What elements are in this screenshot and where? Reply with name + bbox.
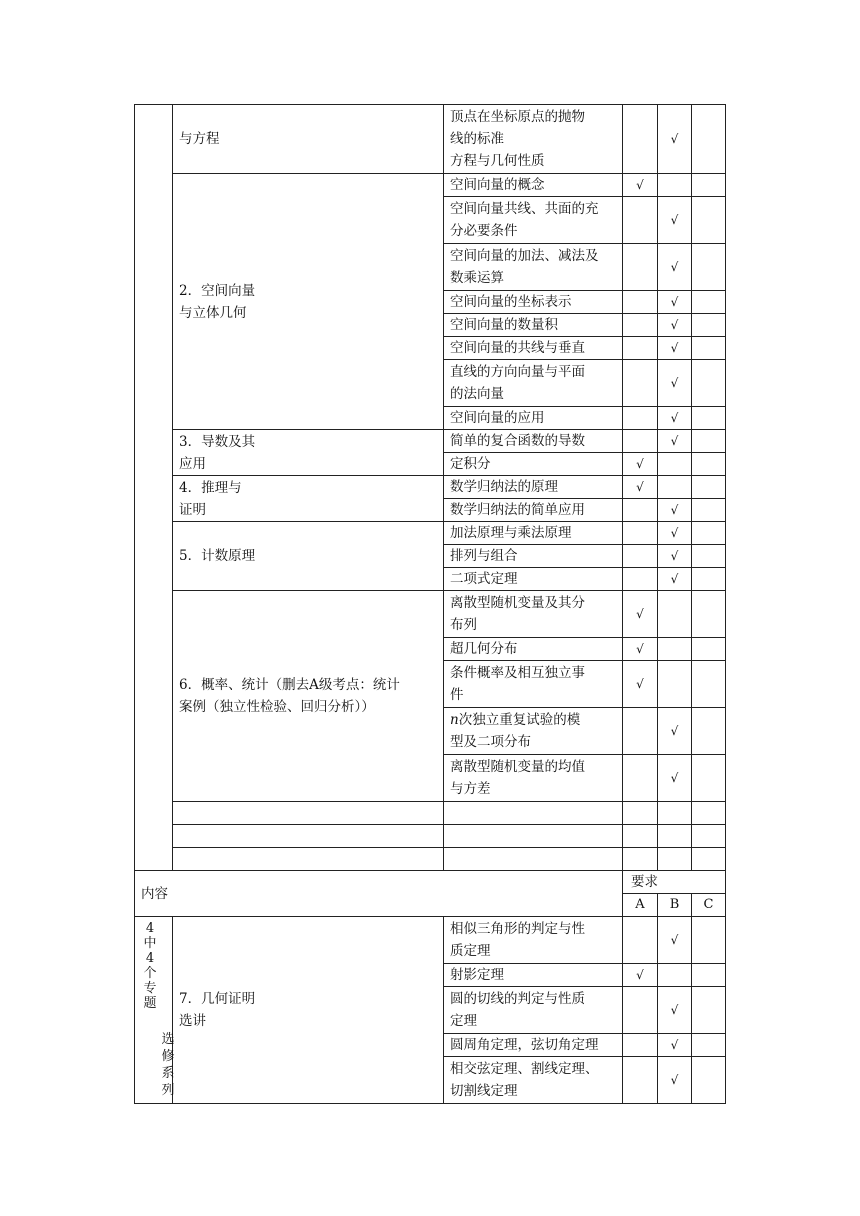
level-b-cell bbox=[658, 174, 692, 197]
level-c-cell bbox=[692, 917, 726, 964]
empty-row bbox=[135, 825, 726, 848]
level-b-cell bbox=[658, 407, 692, 430]
level-c-cell bbox=[692, 1057, 726, 1104]
level-c-cell bbox=[692, 174, 726, 197]
empty-cell bbox=[444, 802, 623, 825]
level-b-cell bbox=[658, 337, 692, 360]
checkmark: √ bbox=[670, 376, 679, 390]
level-a-header: A bbox=[623, 894, 658, 917]
level-a-cell bbox=[623, 430, 658, 453]
level-c-cell bbox=[692, 638, 726, 661]
level-b-cell bbox=[658, 591, 692, 638]
knowledge-point-cell: 离散型随机变量及其分 布列 bbox=[444, 591, 623, 638]
checkmark: √ bbox=[670, 1003, 679, 1017]
checkmark: √ bbox=[670, 318, 679, 332]
level-c-cell bbox=[692, 197, 726, 244]
level-b-cell bbox=[658, 964, 692, 987]
level-c-cell bbox=[692, 105, 726, 174]
knowledge-point-cell: 空间向量共线、共面的充 分必要条件 bbox=[444, 197, 623, 244]
topic-cell: 2．空间向量 与立体几何 bbox=[173, 174, 444, 430]
level-b-cell bbox=[658, 638, 692, 661]
level-a-cell bbox=[623, 197, 658, 244]
content-header: 内容 bbox=[135, 871, 623, 917]
level-c-cell bbox=[692, 430, 726, 453]
level-a-cell bbox=[623, 499, 658, 522]
table-row bbox=[135, 105, 726, 174]
level-c-cell bbox=[692, 244, 726, 291]
empty-cell bbox=[173, 802, 444, 825]
checkmark: √ bbox=[670, 411, 679, 425]
level-a-cell bbox=[623, 174, 658, 197]
level-a-cell bbox=[623, 453, 658, 476]
checkmark: √ bbox=[670, 341, 679, 355]
table-body bbox=[135, 105, 726, 1104]
empty-row bbox=[135, 848, 726, 871]
level-b-cell bbox=[658, 568, 692, 591]
level-a-cell bbox=[623, 917, 658, 964]
empty-cell bbox=[623, 848, 658, 871]
level-c-cell bbox=[692, 708, 726, 755]
checkmark: √ bbox=[670, 549, 679, 563]
empty-cell bbox=[658, 848, 692, 871]
level-c-cell bbox=[692, 337, 726, 360]
topic-cell: 与方程 bbox=[173, 105, 444, 174]
level-c-cell bbox=[692, 407, 726, 430]
level-b-cell bbox=[658, 197, 692, 244]
level-b-cell bbox=[658, 755, 692, 802]
topic-cell: 5．计数原理 bbox=[173, 522, 444, 591]
checkmark: √ bbox=[636, 642, 644, 656]
knowledge-point-cell: 简单的复合函数的导数 bbox=[444, 430, 623, 453]
level-b-cell bbox=[658, 1057, 692, 1104]
level-a-cell bbox=[623, 638, 658, 661]
knowledge-point-cell: 空间向量的加法、减法及 数乘运算 bbox=[444, 244, 623, 291]
knowledge-point-cell: 射影定理 bbox=[444, 964, 623, 987]
knowledge-point-cell: 空间向量的应用 bbox=[444, 407, 623, 430]
level-a-cell bbox=[623, 987, 658, 1034]
level-c-cell bbox=[692, 755, 726, 802]
knowledge-point-cell: 顶点在坐标原点的抛物 线的标准 方程与几何性质 bbox=[444, 105, 623, 174]
checkmark: √ bbox=[670, 1073, 679, 1087]
level-b-cell bbox=[658, 708, 692, 755]
level-b-cell bbox=[658, 453, 692, 476]
level-b-cell bbox=[658, 360, 692, 407]
header-row bbox=[135, 871, 726, 894]
empty-row bbox=[135, 802, 726, 825]
checkmark: √ bbox=[636, 457, 644, 471]
level-b-cell bbox=[658, 105, 692, 174]
level-a-cell bbox=[623, 708, 658, 755]
knowledge-point-cell: 二项式定理 bbox=[444, 568, 623, 591]
checkmark: √ bbox=[670, 933, 679, 947]
empty-cell bbox=[444, 848, 623, 871]
checkmark: √ bbox=[670, 1038, 679, 1052]
checkmark: √ bbox=[670, 434, 679, 448]
topic-cell: 4．推理与 证明 bbox=[173, 476, 444, 522]
level-a-cell bbox=[623, 568, 658, 591]
checkmark: √ bbox=[670, 295, 679, 309]
level-a-cell bbox=[623, 1034, 658, 1057]
knowledge-point-cell: 空间向量的数量积 bbox=[444, 314, 623, 337]
level-c-cell bbox=[692, 661, 726, 708]
level-a-cell bbox=[623, 360, 658, 407]
level-b-cell bbox=[658, 291, 692, 314]
level-a-cell bbox=[623, 545, 658, 568]
level-c-cell bbox=[692, 987, 726, 1034]
table-row bbox=[135, 476, 726, 499]
level-b-header: B bbox=[658, 894, 692, 917]
level-a-cell bbox=[623, 591, 658, 638]
level-a-cell bbox=[623, 964, 658, 987]
level-c-cell bbox=[692, 291, 726, 314]
level-b-cell bbox=[658, 522, 692, 545]
checkmark: √ bbox=[670, 260, 679, 274]
checkmark: √ bbox=[670, 132, 679, 146]
knowledge-point-cell: 超几何分布 bbox=[444, 638, 623, 661]
knowledge-point-cell: 数学归纳法的原理 bbox=[444, 476, 623, 499]
topic-cell: 6．概率、统计（删去A级考点：统计 案例（独立性检验、回归分析）） bbox=[173, 591, 444, 802]
empty-cell bbox=[623, 825, 658, 848]
level-a-cell bbox=[623, 522, 658, 545]
elective-series-cell: 4 中 4 个 专 题 选 修 系 列 bbox=[135, 917, 173, 1104]
knowledge-point-cell: n次独立重复试验的模 型及二项分布 bbox=[444, 708, 623, 755]
empty-cell bbox=[692, 825, 726, 848]
level-a-cell bbox=[623, 291, 658, 314]
empty-cell bbox=[173, 848, 444, 871]
table-row bbox=[135, 522, 726, 545]
checkmark: √ bbox=[636, 480, 644, 494]
checkmark: √ bbox=[636, 968, 644, 982]
level-a-cell bbox=[623, 105, 658, 174]
level-a-cell bbox=[623, 661, 658, 708]
level-b-cell bbox=[658, 917, 692, 964]
level-b-cell bbox=[658, 314, 692, 337]
knowledge-point-cell: 加法原理与乘法原理 bbox=[444, 522, 623, 545]
empty-cell bbox=[623, 802, 658, 825]
side-category-cell bbox=[135, 105, 173, 871]
knowledge-point-cell: 相似三角形的判定与性 质定理 bbox=[444, 917, 623, 964]
level-c-cell bbox=[692, 476, 726, 499]
requirement-header: 要求 bbox=[623, 871, 726, 894]
checkmark: √ bbox=[670, 572, 679, 586]
table-row bbox=[135, 591, 726, 638]
checkmark: √ bbox=[636, 677, 644, 691]
level-c-cell bbox=[692, 314, 726, 337]
level-b-cell bbox=[658, 430, 692, 453]
level-b-cell bbox=[658, 244, 692, 291]
level-a-cell bbox=[623, 1057, 658, 1104]
topic-cell: 7．几何证明 选讲 bbox=[173, 917, 444, 1104]
checkmark: √ bbox=[636, 178, 644, 192]
level-b-cell bbox=[658, 545, 692, 568]
level-c-cell bbox=[692, 591, 726, 638]
level-b-cell bbox=[658, 476, 692, 499]
level-b-cell bbox=[658, 499, 692, 522]
level-a-cell bbox=[623, 337, 658, 360]
level-c-cell bbox=[692, 964, 726, 987]
level-b-cell bbox=[658, 1034, 692, 1057]
knowledge-point-cell: 数学归纳法的简单应用 bbox=[444, 499, 623, 522]
knowledge-point-cell: 空间向量的共线与垂直 bbox=[444, 337, 623, 360]
level-a-cell bbox=[623, 244, 658, 291]
level-c-cell bbox=[692, 499, 726, 522]
level-a-cell bbox=[623, 476, 658, 499]
knowledge-point-cell: 空间向量的坐标表示 bbox=[444, 291, 623, 314]
knowledge-point-cell: 相交弦定理、割线定理、 切割线定理 bbox=[444, 1057, 623, 1104]
checkmark: √ bbox=[670, 213, 679, 227]
level-c-header: C bbox=[692, 894, 726, 917]
level-a-cell bbox=[623, 314, 658, 337]
empty-cell bbox=[658, 825, 692, 848]
knowledge-point-cell: 空间向量的概念 bbox=[444, 174, 623, 197]
empty-cell bbox=[692, 848, 726, 871]
knowledge-point-cell: 定积分 bbox=[444, 453, 623, 476]
empty-cell bbox=[173, 825, 444, 848]
level-a-cell bbox=[623, 755, 658, 802]
checkmark: √ bbox=[670, 503, 679, 517]
checkmark: √ bbox=[670, 724, 679, 738]
empty-cell bbox=[658, 802, 692, 825]
level-c-cell bbox=[692, 545, 726, 568]
table-row bbox=[135, 430, 726, 453]
table-row bbox=[135, 917, 726, 964]
checkmark: √ bbox=[670, 771, 679, 785]
knowledge-point-cell: 直线的方向向量与平面 的法向量 bbox=[444, 360, 623, 407]
requirements-table bbox=[134, 104, 726, 1104]
knowledge-point-cell: 圆的切线的判定与性质 定理 bbox=[444, 987, 623, 1034]
level-a-cell bbox=[623, 407, 658, 430]
checkmark: √ bbox=[670, 526, 679, 540]
table-row bbox=[135, 174, 726, 197]
level-c-cell bbox=[692, 1034, 726, 1057]
empty-cell bbox=[692, 802, 726, 825]
level-c-cell bbox=[692, 453, 726, 476]
knowledge-point-cell: 条件概率及相互独立事 件 bbox=[444, 661, 623, 708]
knowledge-point-cell: 离散型随机变量的均值 与方差 bbox=[444, 755, 623, 802]
knowledge-point-cell: 排列与组合 bbox=[444, 545, 623, 568]
topic-cell: 3．导数及其 应用 bbox=[173, 430, 444, 476]
level-c-cell bbox=[692, 522, 726, 545]
level-b-cell bbox=[658, 987, 692, 1034]
level-b-cell bbox=[658, 661, 692, 708]
level-c-cell bbox=[692, 360, 726, 407]
level-c-cell bbox=[692, 568, 726, 591]
checkmark: √ bbox=[636, 607, 644, 621]
knowledge-point-cell: 圆周角定理，弦切角定理 bbox=[444, 1034, 623, 1057]
empty-cell bbox=[444, 825, 623, 848]
